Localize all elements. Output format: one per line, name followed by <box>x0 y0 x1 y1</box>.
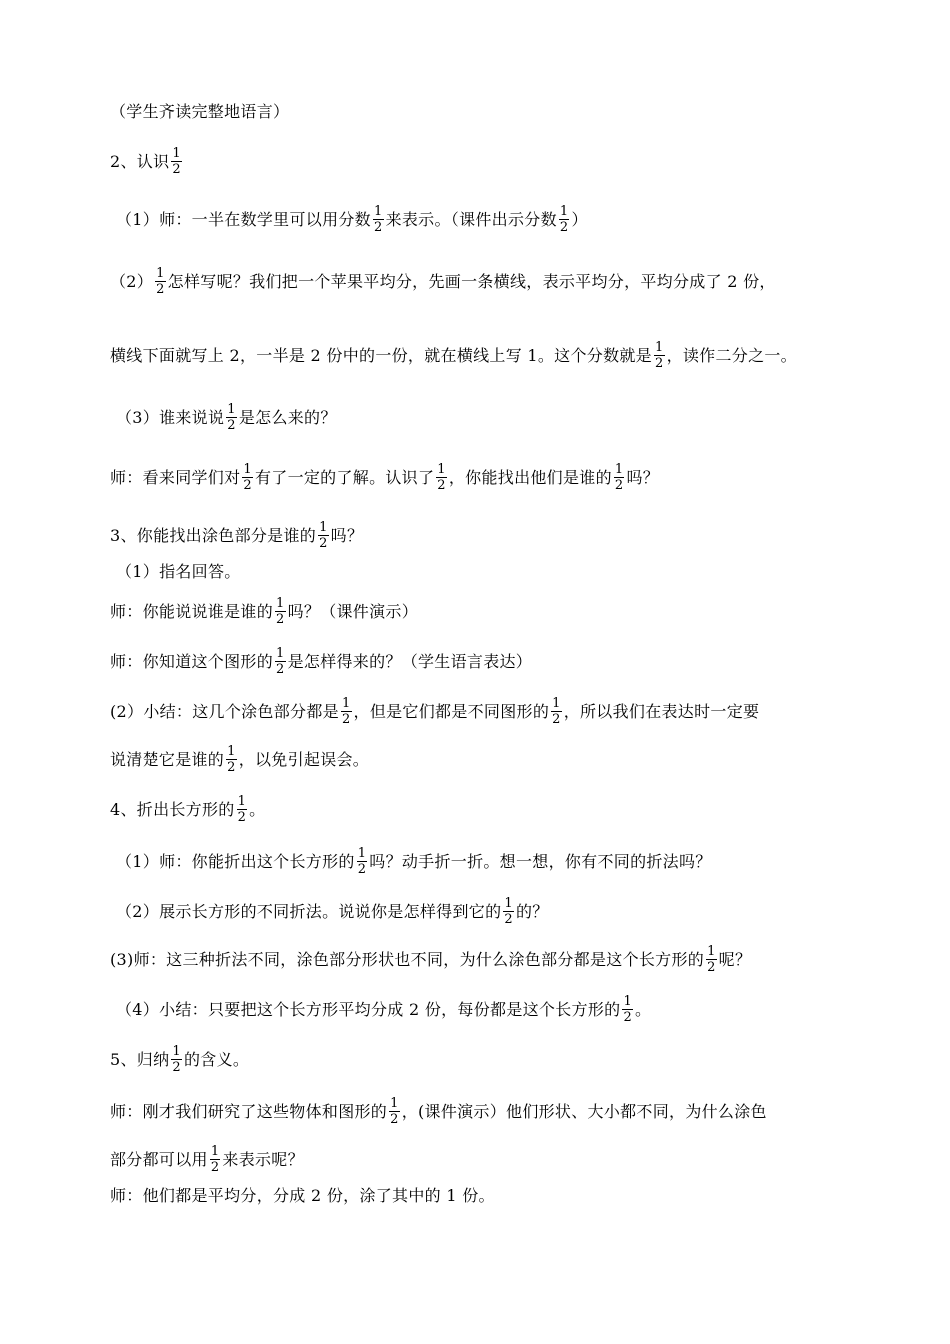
text-segment: 5、归纳 <box>110 1050 170 1069</box>
fraction-denominator: 2 <box>210 1160 220 1175</box>
fraction-one-half <box>275 597 286 626</box>
text-line <box>110 1186 864 1206</box>
fraction-denominator: 2 <box>276 662 285 677</box>
fraction-one-half <box>389 1097 400 1126</box>
section-heading <box>110 1046 864 1075</box>
text-line <box>116 996 864 1025</box>
text-segment: 吗？ <box>626 468 660 487</box>
text-segment: 怎样写呢？我们把一个苹果平均分，先画一条横线，表示平均分，平均分成了 2 份， <box>167 272 776 291</box>
fraction-denominator: 2 <box>357 862 367 877</box>
fraction-numerator: 1 <box>357 846 367 861</box>
fraction-one-half <box>614 463 625 492</box>
text-segment: 4、折出长方形的 <box>110 800 235 819</box>
text-segment: (2）小结：这几个涂色部分都是 <box>110 702 339 721</box>
fraction-denominator: 2 <box>654 356 664 371</box>
text-line <box>110 1146 864 1175</box>
fraction-numerator: 1 <box>243 462 252 477</box>
fraction-numerator: 1 <box>210 1144 220 1159</box>
fraction-one-half <box>318 521 329 550</box>
fraction-numerator: 1 <box>227 402 236 417</box>
text-segment: 呢？ <box>718 950 752 969</box>
fraction-numerator: 1 <box>654 340 664 355</box>
text-line <box>116 206 864 235</box>
text-segment: （2） <box>110 272 154 291</box>
fraction-one-half <box>503 897 514 926</box>
fraction-denominator: 2 <box>227 760 236 775</box>
fraction-numerator: 1 <box>237 794 247 809</box>
fraction-one-half <box>654 341 665 370</box>
fraction-denominator: 2 <box>341 712 351 727</box>
fraction-numerator: 1 <box>373 204 383 219</box>
fraction-one-half <box>275 647 286 676</box>
text-segment: ） <box>571 210 588 229</box>
text-segment: 部分都可以用 <box>110 1150 208 1169</box>
text-segment: （2）展示长方形的不同折法。说说你是怎样得到它的 <box>116 902 502 921</box>
fraction-one-half <box>559 205 570 234</box>
section-heading <box>110 796 864 825</box>
text-segment: 师：看来同学们对 <box>110 468 241 487</box>
text-segment: 横线下面就写上 2，一半是 2 份中的一份，就在横线上写 1。这个分数就是 <box>110 346 652 365</box>
text-segment: 是怎样得来的？（学生语言表达） <box>287 652 533 671</box>
fraction-numerator: 1 <box>437 462 446 477</box>
text-line <box>110 464 864 493</box>
text-line <box>110 648 864 677</box>
fraction-one-half <box>242 463 253 492</box>
fraction-numerator: 1 <box>623 994 633 1009</box>
fraction-numerator: 1 <box>390 1096 399 1111</box>
fraction-denominator: 2 <box>552 712 561 727</box>
text-segment: 吗？动手折一折。想一想，你有不同的折法吗？ <box>369 852 712 871</box>
text-segment: 师：刚才我们研究了这些物体和图形的 <box>110 1102 388 1121</box>
text-segment: ，所以我们在表达时一定要 <box>563 702 760 721</box>
fraction-one-half <box>341 697 352 726</box>
fraction-denominator: 2 <box>373 220 383 235</box>
text-segment: 是怎么来的？ <box>238 408 337 427</box>
text-segment: ，你能找出他们是谁的 <box>448 468 612 487</box>
fraction-one-half <box>226 403 237 432</box>
text-segment: 有了一定的了解。认识了 <box>254 468 435 487</box>
fraction-denominator: 2 <box>172 1060 181 1075</box>
fraction-numerator: 1 <box>172 1044 181 1059</box>
text-segment: （1）师：你能折出这个长方形的 <box>116 852 355 871</box>
fraction-numerator: 1 <box>614 462 624 477</box>
text-segment: 吗？（课件演示） <box>287 602 418 621</box>
fraction-one-half <box>171 1045 182 1074</box>
fraction-denominator: 2 <box>276 612 285 627</box>
fraction-numerator: 1 <box>504 896 513 911</box>
fraction-numerator: 1 <box>552 696 561 711</box>
fraction-one-half <box>155 267 166 296</box>
text-segment: （1）师：一半在数学里可以用分数 <box>116 210 371 229</box>
text-segment: ，读作二分之一。 <box>666 346 797 365</box>
section-heading <box>110 522 864 551</box>
text-line <box>116 848 864 877</box>
text-segment: (3)师：这三种折法不同，涂色部分形状也不同，为什么涂色部分都是这个长方形的 <box>110 950 705 969</box>
fraction-denominator: 2 <box>243 478 252 493</box>
fraction-numerator: 1 <box>319 520 328 535</box>
fraction-one-half <box>622 995 633 1024</box>
text-segment: 吗？ <box>330 526 364 545</box>
text-segment: 。 <box>249 800 266 819</box>
text-line <box>116 898 864 927</box>
text-segment: 的？ <box>515 902 549 921</box>
text-line <box>110 746 864 775</box>
text-line <box>110 946 864 975</box>
fraction-numerator: 1 <box>341 696 351 711</box>
text-segment: 2、认识 <box>110 152 170 171</box>
text-segment: 3、你能找出涂色部分是谁的 <box>110 526 317 545</box>
fraction-denominator: 2 <box>559 220 569 235</box>
text-segment: （3）谁来说说 <box>116 408 225 427</box>
fraction-numerator: 1 <box>172 146 181 161</box>
text-segment: ，但是它们都是不同图形的 <box>353 702 550 721</box>
fraction-denominator: 2 <box>504 912 513 927</box>
section-heading <box>110 148 864 177</box>
fraction-numerator: 1 <box>156 266 165 281</box>
fraction-denominator: 2 <box>172 162 181 177</box>
text-line <box>110 1098 864 1127</box>
fraction-denominator: 2 <box>707 960 716 975</box>
fraction-denominator: 2 <box>437 478 446 493</box>
fraction-denominator: 2 <box>614 478 624 493</box>
text-segment: （1）指名回答。 <box>116 562 241 581</box>
text-segment: 师：你知道这个图形的 <box>110 652 274 671</box>
fraction-one-half <box>237 795 248 824</box>
text-segment: 。 <box>635 1000 652 1019</box>
fraction-numerator: 1 <box>707 944 716 959</box>
text-line <box>116 404 864 433</box>
fraction-one-half <box>210 1145 221 1174</box>
text-segment: 来表示。（课件出示分数 <box>385 210 557 229</box>
fraction-denominator: 2 <box>227 418 236 433</box>
fraction-one-half <box>357 847 368 876</box>
text-line <box>110 342 864 371</box>
fraction-one-half <box>171 147 182 176</box>
text-segment: ，以免引起误会。 <box>238 750 370 769</box>
text-line <box>110 598 864 627</box>
fraction-denominator: 2 <box>319 536 328 551</box>
fraction-numerator: 1 <box>227 744 236 759</box>
fraction-numerator: 1 <box>276 646 285 661</box>
fraction-denominator: 2 <box>237 810 247 825</box>
text-segment: （学生齐读完整地语言） <box>110 102 290 121</box>
fraction-denominator: 2 <box>390 1112 399 1127</box>
text-segment: （4）小结：只要把这个长方形平均分成 2 份，每份都是这个长方形的 <box>116 1000 621 1019</box>
text-segment: 来表示呢？ <box>222 1150 304 1169</box>
text-line <box>116 562 864 582</box>
fraction-one-half <box>706 945 717 974</box>
fraction-numerator: 1 <box>276 596 285 611</box>
fraction-one-half <box>436 463 447 492</box>
fraction-one-half <box>551 697 562 726</box>
text-segment: ，(课件演示）他们形状、大小都不同，为什么涂色 <box>401 1102 767 1121</box>
text-line <box>110 102 864 122</box>
text-segment: 说清楚它是谁的 <box>110 750 225 769</box>
fraction-one-half <box>226 745 237 774</box>
fraction-numerator: 1 <box>559 204 569 219</box>
text-line <box>110 268 864 297</box>
text-line <box>110 698 864 727</box>
fraction-denominator: 2 <box>623 1010 633 1025</box>
fraction-denominator: 2 <box>156 282 165 297</box>
fraction-one-half <box>373 205 384 234</box>
text-segment: 师：他们都是平均分，分成 2 份，涂了其中的 1 份。 <box>110 1186 495 1205</box>
text-segment: 师：你能说说谁是谁的 <box>110 602 274 621</box>
text-segment: 的含义。 <box>183 1050 250 1069</box>
